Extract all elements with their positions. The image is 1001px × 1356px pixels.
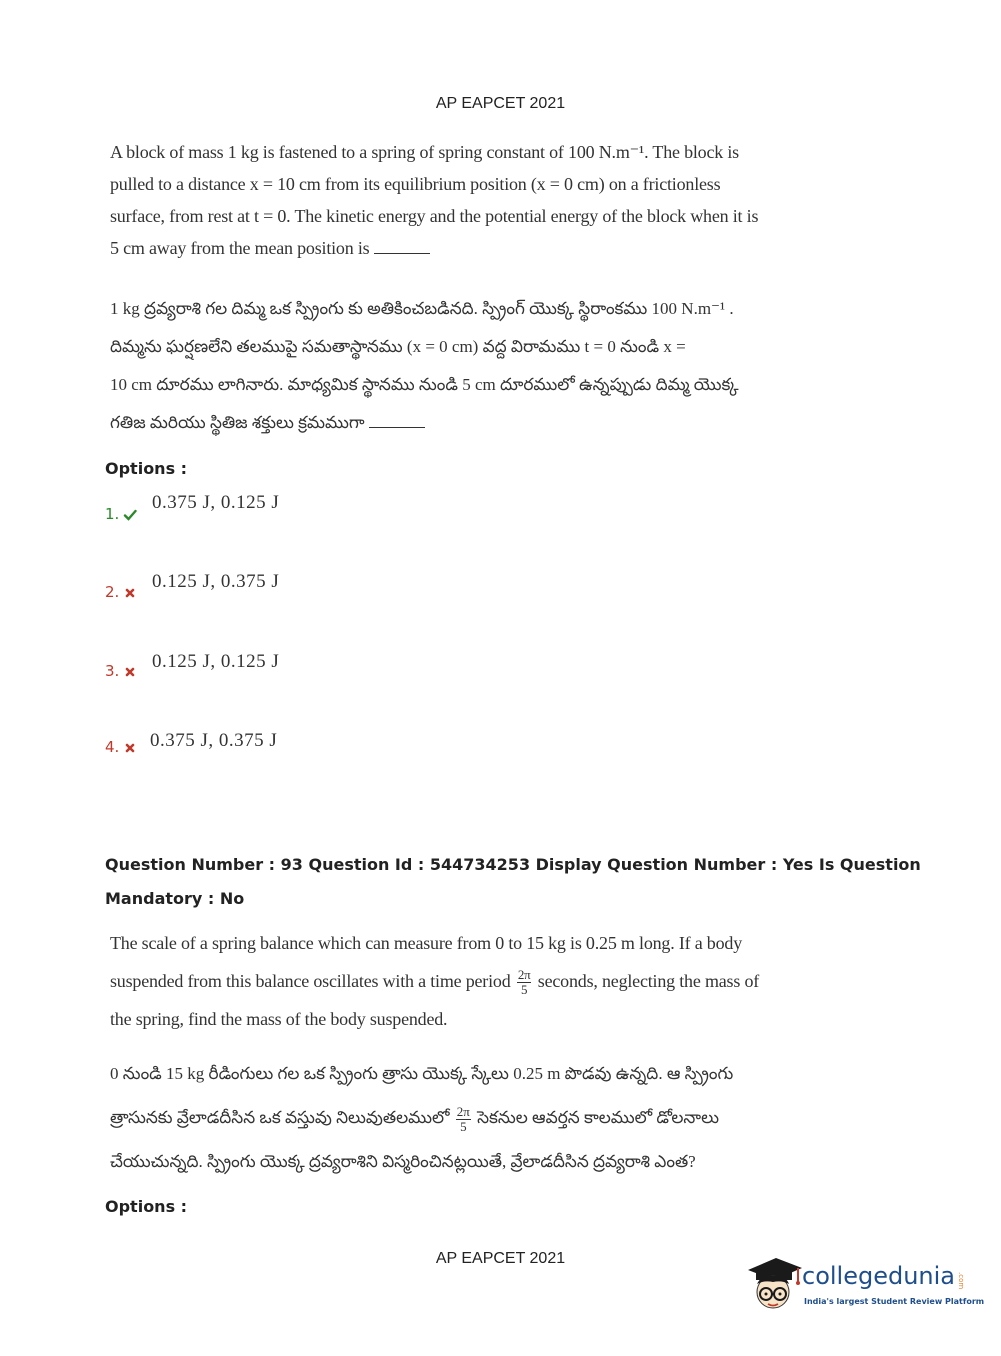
option-3-value: 0.125 J, 0.125 J bbox=[152, 651, 280, 672]
option-number: 3. bbox=[105, 662, 120, 680]
q2-en-line: The scale of a spring balance which can measure from 0 to 15 kg is 0.25 m long. If a body bbox=[110, 933, 743, 953]
q2-te-line: 0 నుండి 15 kg రీడింగులు గల ఒక స్ప్రింగు త్రాసు యొక్క స్కేలు 0.25 m పొడవు ఉన్నది. ఆ స్ప్రింగు bbox=[110, 1064, 734, 1083]
cross-icon bbox=[123, 741, 137, 755]
option-4[interactable] bbox=[105, 738, 137, 757]
q2-en-line bbox=[110, 962, 760, 1000]
q1-en-line-text: 5 cm away from the mean position is bbox=[110, 238, 370, 258]
q2-en-text: suspended from this balance oscillates with a time period bbox=[110, 971, 511, 991]
logo-wordmark: collegedunia bbox=[802, 1262, 956, 1290]
answer-blank bbox=[369, 413, 425, 428]
q1-en-line: A block of mass 1 kg is fastened to a spring of spring constant of 100 N.m⁻¹. The block is bbox=[110, 142, 739, 162]
q2-en-line: the spring, find the mass of the body suspended. bbox=[110, 1009, 448, 1029]
q1-en-line: pulled to a distance x = 10 cm from its equilibrium position (x = 0 cm) on a frictionless bbox=[110, 174, 721, 194]
options-label: Options : bbox=[105, 1197, 188, 1216]
fraction-numerator: 2π bbox=[456, 1103, 470, 1119]
question-meta-line: Question Number : 93 Question Id : 544734253 Display Question Number : Yes Is Question bbox=[105, 855, 921, 874]
option-4-value: 0.375 J, 0.375 J bbox=[150, 730, 278, 751]
option-1[interactable] bbox=[105, 505, 137, 524]
option-number: 2. bbox=[105, 583, 120, 601]
option-2-value: 0.125 J, 0.375 J bbox=[152, 571, 280, 592]
cross-icon bbox=[123, 665, 137, 679]
q1-te-line bbox=[110, 404, 750, 442]
question-2-english bbox=[110, 924, 760, 1038]
option-3[interactable] bbox=[105, 662, 137, 681]
question-meta-line: Mandatory : No bbox=[105, 889, 245, 908]
q1-te-line: 10 cm దూరము లాగినారు. మాధ్యమిక స్థానము నుండి 5 cm దూరములో ఉన్నప్పుడు దిమ్మ యొక్క bbox=[110, 375, 739, 394]
fraction-denominator: 5 bbox=[460, 1118, 467, 1134]
q2-te-text: సెకనుల ఆవర్తన కాలములో డోలనాలు bbox=[477, 1108, 720, 1127]
fraction-denominator: 5 bbox=[520, 982, 528, 998]
answer-blank bbox=[374, 239, 430, 254]
question-1-english bbox=[110, 136, 759, 264]
option-2[interactable] bbox=[105, 583, 137, 602]
options-label: Options : bbox=[105, 459, 188, 478]
q1-te-line-text: గతిజ మరియు స్థితిజ శక్తులు క్రమముగా bbox=[110, 413, 365, 432]
logo-suffix: .com bbox=[957, 1272, 965, 1290]
fraction bbox=[456, 1105, 471, 1134]
logo-tagline: India's largest Student Review Platform bbox=[804, 1297, 985, 1306]
check-icon bbox=[123, 508, 137, 522]
q2-te-line: చేయుచున్నది. స్ప్రింగు యొక్క ద్రవ్యరాశిని విస్మరించినట్లయితే, వ్రేలాడదీసిన ద్రవ్యరాశి ఎంత? bbox=[110, 1152, 696, 1171]
q1-en-line bbox=[110, 232, 750, 264]
q1-te-line: 1 kg ద్రవ్యరాశి గల దిమ్మ ఒక స్ప్రింగు కు అతికించబడినది. స్ప్రింగ్ యొక్క స్థిరాంకము 100 N.m⁻¹ . bbox=[110, 299, 734, 318]
option-1-value: 0.375 J, 0.125 J bbox=[152, 492, 280, 513]
q2-te-text: త్రాసునకు వ్రేలాడదీసిన ఒక వస్తువు నిలువుతలములో bbox=[110, 1108, 450, 1127]
option-number: 1. bbox=[105, 505, 120, 523]
student-mascot-icon bbox=[742, 1252, 804, 1314]
q2-te-line bbox=[110, 1096, 750, 1140]
page-footer: AP EAPCET 2021 bbox=[435, 1250, 566, 1267]
q2-en-text: seconds, neglecting the mass of bbox=[537, 971, 760, 991]
collegedunia-logo[interactable] bbox=[742, 1250, 985, 1320]
q1-en-line: surface, from rest at t = 0. The kinetic energy and the potential energy of the block when it is bbox=[110, 206, 759, 226]
fraction-numerator: 2π bbox=[517, 967, 531, 983]
question-2-telugu bbox=[110, 1052, 750, 1184]
fraction bbox=[517, 968, 532, 997]
option-number: 4. bbox=[105, 738, 120, 756]
q1-te-line: దిమ్మను ఘర్షణలేని తలముపై సమతాస్థానము (x = 0 cm) వద్ద విరామము t = 0 నుండి x = bbox=[110, 337, 686, 356]
question-1-telugu bbox=[110, 290, 750, 442]
cross-icon bbox=[123, 586, 137, 600]
page-header: AP EAPCET 2021 bbox=[435, 95, 566, 112]
